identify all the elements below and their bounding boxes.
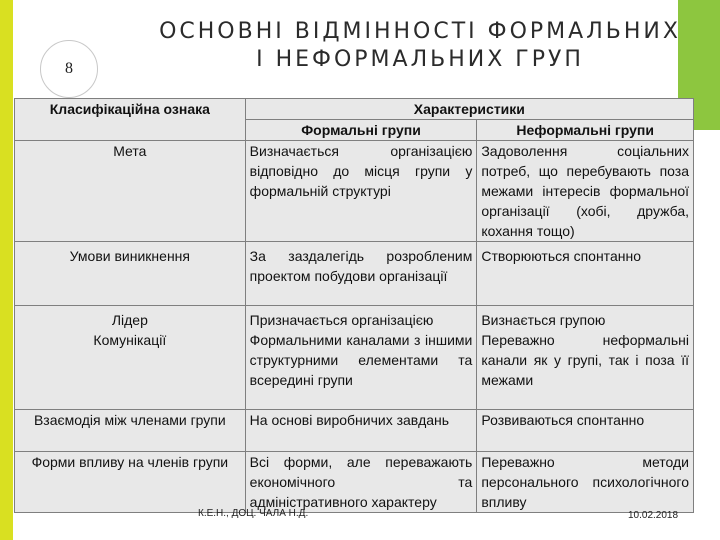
row-feature: Форми впливу на членів групи xyxy=(15,452,246,513)
row-feature: Взаємодія між членами групи xyxy=(15,410,246,452)
feature-column-header: Класифікаційна ознака xyxy=(15,99,246,141)
left-accent-bar xyxy=(0,0,13,540)
leader-informal: Визнається групою xyxy=(481,312,606,328)
informal-groups-header: Неформальні групи xyxy=(477,120,694,141)
leader-formal: Призначається організацією xyxy=(249,312,434,328)
row-formal: Визначається організацією відповідно до місця групи у формальній структурі xyxy=(245,141,477,242)
date-footer: 10.02.2018 xyxy=(628,510,679,521)
leader-label: Лідер xyxy=(111,312,148,328)
slide-title xyxy=(140,18,700,74)
slide-number: 8 xyxy=(65,60,73,77)
row-informal: Переважно методи персонального психологічного впливу xyxy=(477,452,694,513)
communications-label: Комунікації xyxy=(93,332,167,348)
row-informal xyxy=(477,306,694,410)
characteristics-header: Характеристики xyxy=(245,99,693,120)
row-formal: На основі виробничих завдань xyxy=(245,410,477,452)
author-footer: К.Е.Н., ДОЦ. ЧАЛА Н.Д. xyxy=(198,508,309,519)
communications-formal: Формальними каналами з іншими структурними елементами та всередині групи xyxy=(249,332,473,388)
row-feature: Умови виникнення xyxy=(15,242,246,306)
row-feature: Мета xyxy=(15,141,246,242)
table-row xyxy=(15,141,694,242)
row-informal: Задоволення соціальних потреб, що перебувають поза межами інтересів формальної організації (хобі, дружба, кохання тощо) xyxy=(477,141,694,242)
table-row xyxy=(15,242,694,306)
row-formal: За заздалегідь розробленим проектом побудови організації xyxy=(245,242,477,306)
title-line-1: ОСНОВНІ ВІДМІННОСТІ ФОРМАЛЬНИХ xyxy=(159,19,681,44)
title-line-2: І НЕФОРМАЛЬНИХ ГРУП xyxy=(256,47,584,72)
table-row xyxy=(15,410,694,452)
formal-groups-header: Формальні групи xyxy=(245,120,477,141)
slide-number-badge xyxy=(40,40,98,98)
communications-informal: Переважно неформальні канали як у групі, так і поза її межами xyxy=(481,332,689,388)
table-row xyxy=(15,306,694,410)
row-formal xyxy=(245,306,477,410)
row-informal: Розвиваються спонтанно xyxy=(477,410,694,452)
row-informal: Створюються спонтанно xyxy=(477,242,694,306)
row-formal: Всі форми, але переважають економічного та адміністративного характеру xyxy=(245,452,477,513)
row-feature xyxy=(15,306,246,410)
table-header-row xyxy=(15,99,694,120)
comparison-table xyxy=(14,98,694,513)
table-row xyxy=(15,452,694,513)
